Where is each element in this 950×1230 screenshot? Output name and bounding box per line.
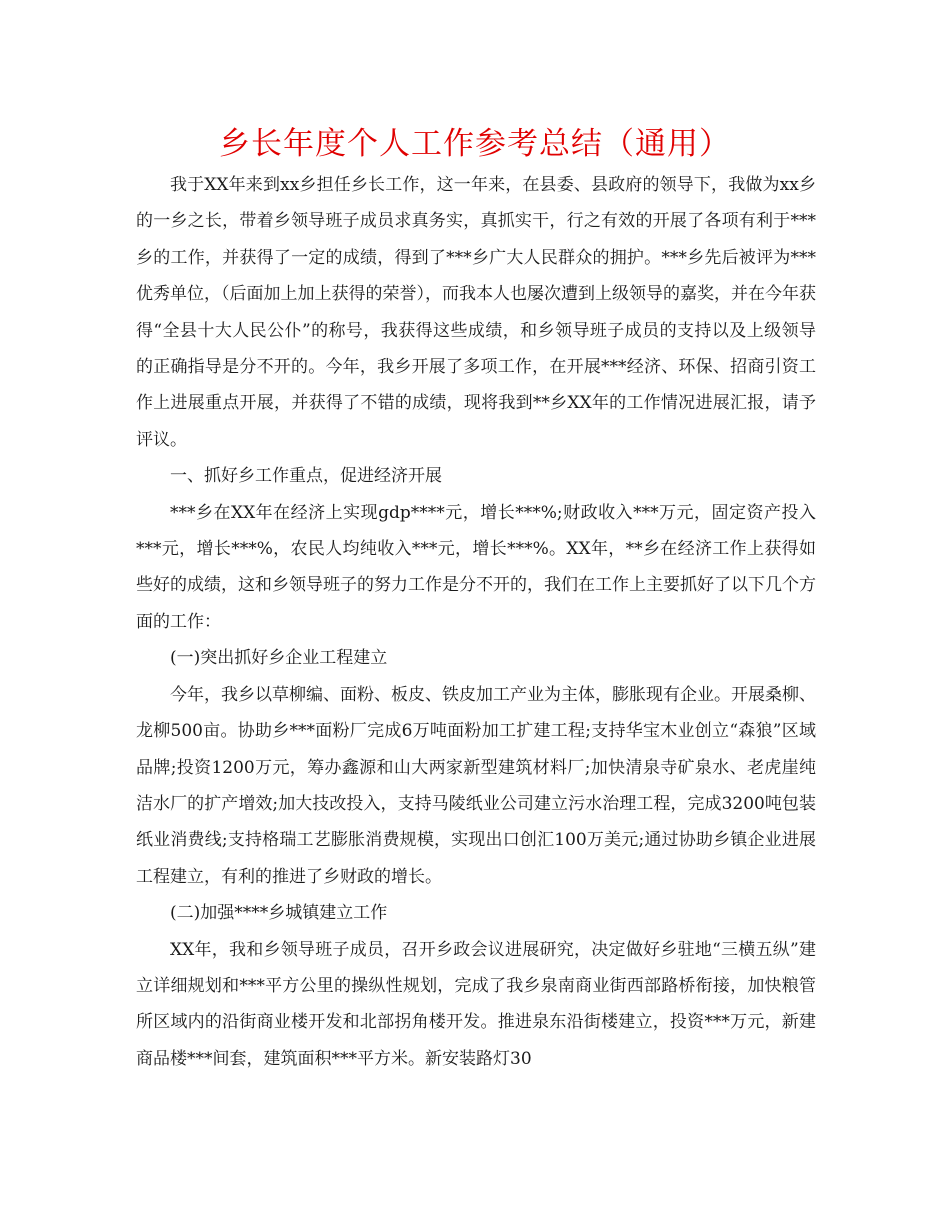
subsection-heading-2: (二)加强****乡城镇建立工作 — [170, 903, 388, 924]
paragraph-town-construction: XX年，我和乡领导班子成员，召开乡政会议进展研究，决定做好乡驻地“三横五纵”建立详细规划和***平方公里的操纵性规划，完成了我乡泉南商业街西部路桥衔接，加快粮管所区域内的沿街商业楼开发和北部拐角楼开发。推进泉东沿街楼建立，投资***万元，新建商品楼***间套，建筑面积***平方米。新安装路灯30 — [136, 939, 816, 1069]
document-title: 乡长年度个人工作参考总结（通用） — [219, 126, 731, 162]
section-heading-1: 一、抓好乡工作重点，促进经济开展 — [170, 466, 442, 487]
paragraph-enterprise: 今年，我乡以草柳编、面粉、板皮、铁皮加工产业为主体，膨胀现有企业。开展桑柳、龙柳500亩。协助乡***面粉厂完成6万吨面粉加工扩建工程;支持华宝木业创立“森狼”区域品牌;投资1200万元，筹办鑫源和山大两家新型建筑材料厂;加快清泉寺矿泉水、老虎崖纯洁水厂的扩产增效;加大技改投入，支持马陵纸业公司建立污水治理工程，完成3200吨包装纸业消费线;支持格瑞工艺膨胀消费规模，实现出口创汇100万美元;通过协助乡镇企业进展工程建立，有利的推进了乡财政的增长。 — [136, 684, 816, 887]
document-body — [136, 167, 816, 1077]
subsection-heading-1: (一)突出抓好乡企业工程建立 — [170, 648, 388, 669]
paragraph-intro: 我于XX年来到xx乡担任乡长工作，这一年来，在县委、县政府的领导下，我做为xx乡的一乡之长，带着乡领导班子成员求真务实，真抓实干，行之有效的开展了各项有利于***乡的工作，并获得了一定的成绩，得到了***乡广大人民群众的拥护。***乡先后被评为***优秀单位，（后面加上加上获得的荣誉），而我本人也屡次遭到上级领导的嘉奖，并在今年获得“全县十大人民公仆”的称号，我获得这些成绩，和乡领导班子成员的支持以及上级领导的正确指导是分不开的。今年，我乡开展了多项工作，在开展***经济、环保、招商引资工作上进展重点开展，并获得了不错的成绩，现将我到**乡XX年的工作情况进展汇报，请予评议。 — [136, 175, 816, 450]
paragraph-economy: ***乡在XX年在经济上实现gdp****元，增长***%;财政收入***万元，固定资产投入***元，增长***%，农民人均纯收入***元，增长***%。XX年，**乡在经济工作上获得如些好的成绩，这和乡领导班子的努力工作是分不开的，我们在工作上主要抓好了以下几个方面的工作： — [136, 502, 816, 632]
